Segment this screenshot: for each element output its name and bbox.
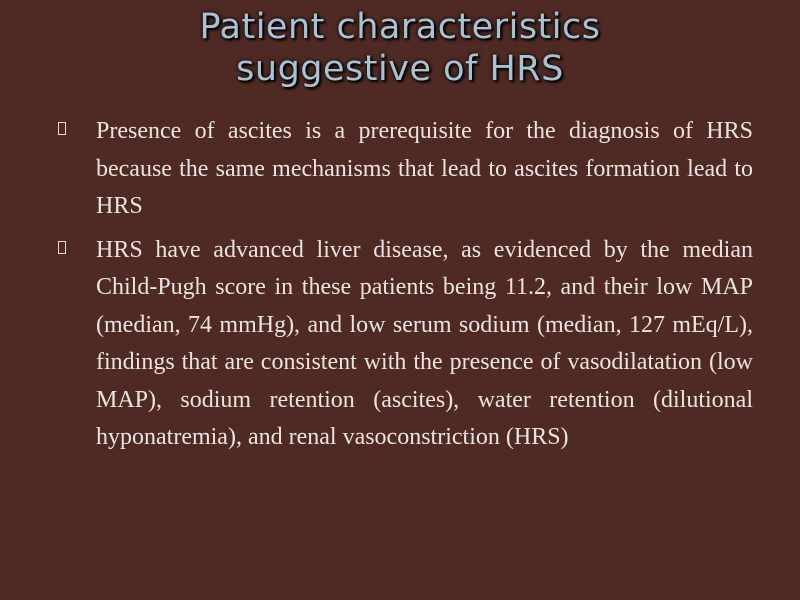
- bullet-item: [58, 113, 753, 226]
- slide-title-line-2: suggestive of HRS: [236, 49, 564, 89]
- slide-title-line-1: Patient characteristics: [199, 7, 601, 47]
- bullet-text: HRS have advanced liver disease, as evidenced by the median Child-Pugh score in these patients being 11.2, and their low MAP (median, 74 mmHg), and low serum sodium (median, 127 mEq/L), findings that are consistent with the presence of vasodilatation (low MAP), sodium retention (ascites), water retention (dilutional hyponatremia), and renal vasoconstriction (HRS): [96, 236, 753, 450]
- bullet-square-icon: [58, 122, 66, 135]
- bullet-list: [58, 113, 753, 463]
- bullet-item: [58, 232, 753, 457]
- slide-title: [0, 6, 800, 90]
- bullet-text: Presence of ascites is a prerequisite for the diagnosis of HRS because the same mechanisms that lead to ascites formation lead to HRS: [96, 118, 753, 219]
- bullet-square-icon: [58, 241, 66, 254]
